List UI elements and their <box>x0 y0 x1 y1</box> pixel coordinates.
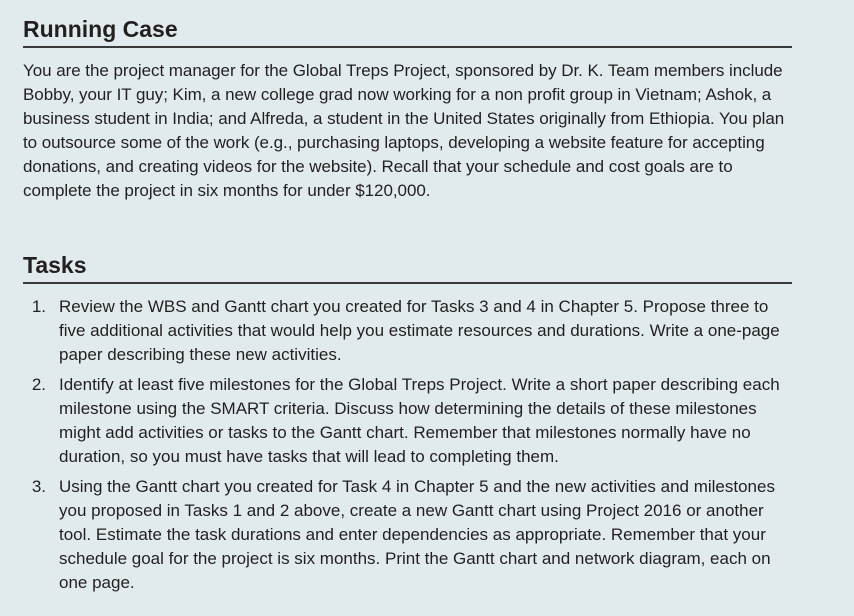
task-text: Review the WBS and Gantt chart you created for Tasks 3 and 4 in Chapter 5. Propose three to five additional activities that would help you estimate resources and durations. Write a one-page paper describing these new activities. <box>59 297 780 364</box>
task-text: Identify at least five milestones for the Global Treps Project. Write a short paper describing each milestone using the SMART criteria. Discuss how determining the details of these milestones might add activities or tasks to the Gantt chart. Remember that milestones normally have no duration, so you must have tasks that will lead to completing them. <box>59 375 780 466</box>
task-number: 3. <box>31 477 46 496</box>
task-number: 1. <box>31 297 46 316</box>
tasks-heading: Tasks <box>23 249 792 284</box>
task-number: 2. <box>31 375 46 394</box>
running-case-heading: Running Case <box>23 13 792 48</box>
task-item-3 <box>23 475 792 595</box>
task-item-2 <box>23 373 792 469</box>
tasks-section <box>23 249 792 601</box>
task-list <box>23 295 792 595</box>
task-text: Using the Gantt chart you created for Task 4 in Chapter 5 and the new activities and milestones you proposed in Tasks 1 and 2 above, create a new Gantt chart using Project 2016 or another tool. Estimate the task durations and enter dependencies as appropriate. Remember that your schedule goal for the project is six months. Print the Gantt chart and network diagram, each on one page. <box>59 477 775 592</box>
running-case-paragraph: You are the project manager for the Global Treps Project, sponsored by Dr. K. Team members include Bobby, your IT guy; Kim, a new college grad now working for a non profit group in Vietnam; Ashok, a business student in India; and Alfreda, a student in the United States originally from Ethiopia. You plan to outsource some of the work (e.g., purchasing laptops, developing a website feature for accepting donations, and creating videos for the website). Recall that your schedule and cost goals are to complete the project in six months for under $120,000. <box>23 61 785 200</box>
task-item-1 <box>23 295 792 367</box>
running-case-section <box>23 13 792 203</box>
